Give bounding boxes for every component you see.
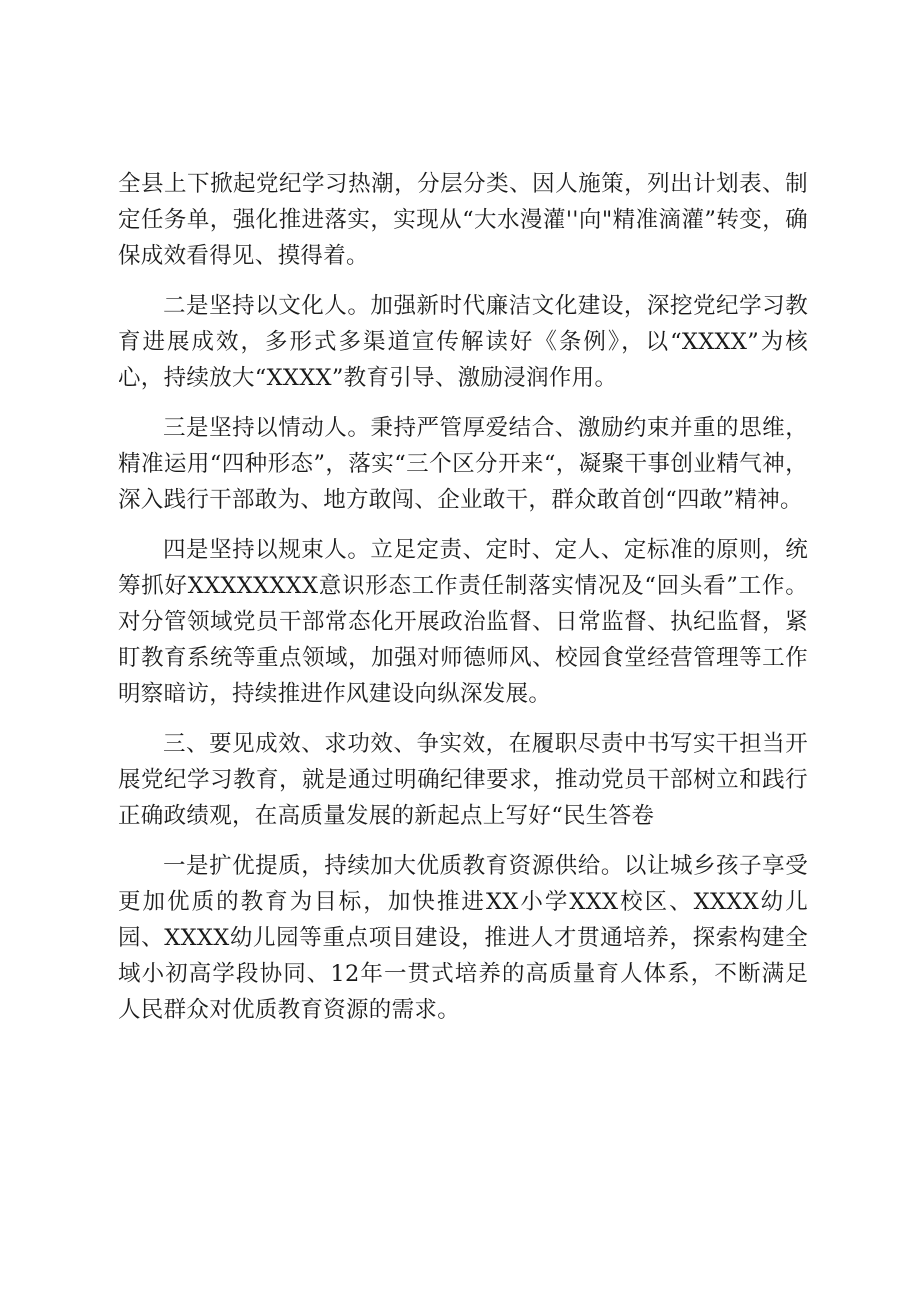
document-body xyxy=(118,166,808,1042)
paragraph-section-three: 三、要见成效、求功效、争实效，在履职尽责中书写实干担当开展党纪学习教育，就是通过明确纪律要求，推动党员干部树立和践行正确政绩观，在高质量发展的新起点上写好“民生答卷 xyxy=(118,731,808,829)
paragraph-rules: 四是坚持以规束人。立足定责、定时、定人、定标准的原则，统筹抓好XXXXXXXX意识形态工作责任制落实情况及“回头看”工作。对分管领域党员干部常态化开展政治监督、日常监督、执纪监督，紧盯教育系统等重点领域，加强对师德师风、校园食堂经营管理等工作明察暗访，持续推进作风建设向纵深发展。 xyxy=(118,537,808,707)
paragraph-education: 一是扩优提质，持续加大优质教育资源供给。以让城乡孩子享受更加优质的教育为目标，加快推进XX小学XXX校区、XXXX幼儿园、XXXX幼儿园等重点项目建设，推进人才贯通培养，探索构建全域小初高学段协同、12年一贯式培养的高质量育人体系，不断满足人民群众对优质教育资源的需求。 xyxy=(118,853,808,1023)
paragraph-emotion: 三是坚持以情动人。秉持严管厚爱结合、激励约束并重的思维，精准运用“四种形态”，落实“三个区分开来“，凝聚干事创业精气神，深入践行干部敢为、地方敢闯、企业敢干，群众敢首创“四敢”精神。 xyxy=(118,415,808,513)
paragraph-culture: 二是坚持以文化人。加强新时代廉洁文化建设，深挖党纪学习教育进展成效，多形式多渠道宣传解读好《条例》，以“XXXX”为核心，持续放大“XXXX”教育引导、激励浸润作用。 xyxy=(118,293,808,391)
paragraph-continuation: 全县上下掀起党纪学习热潮，分层分类、因人施策，列出计划表、制定任务单，强化推进落实，实现从“大水漫灌''向"精准滴灌”转变，确保成效看得见、摸得着。 xyxy=(118,171,808,269)
